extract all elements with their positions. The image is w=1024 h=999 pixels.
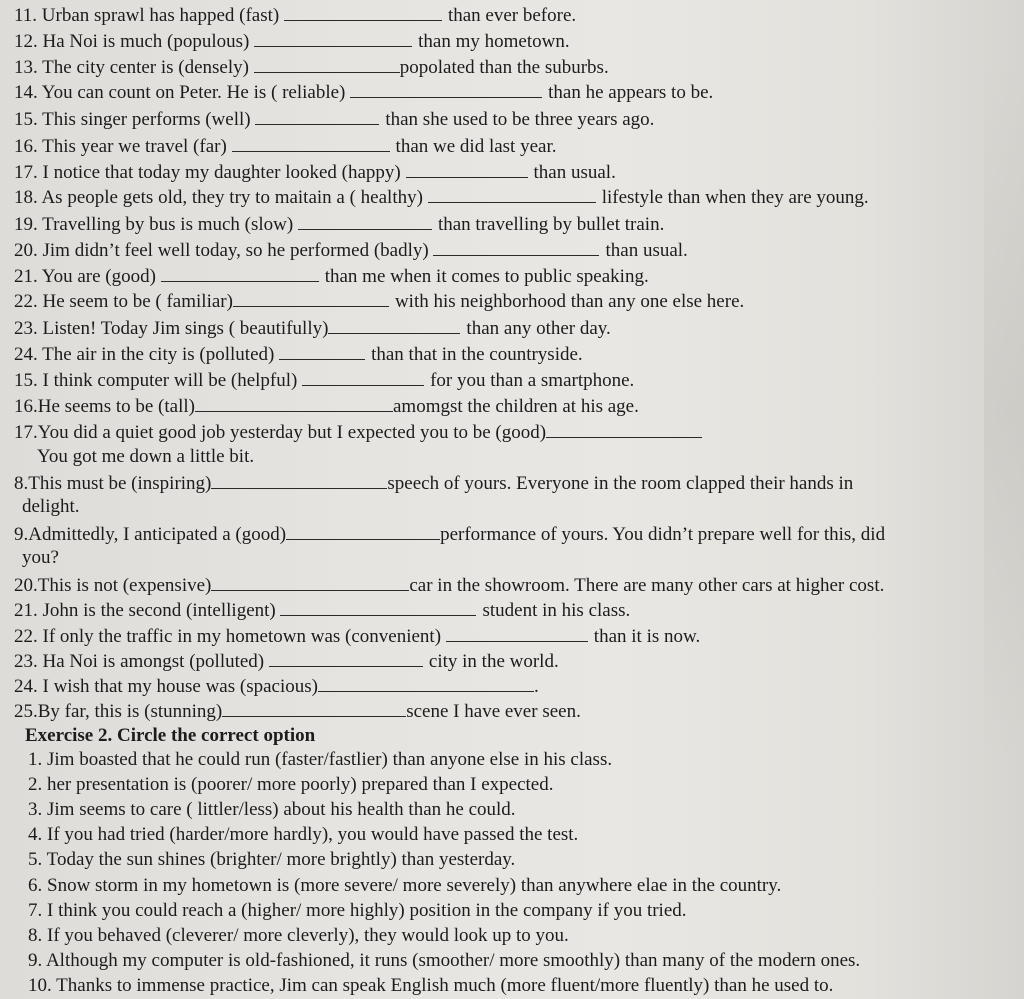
item-text-after: city in the world. <box>428 651 559 672</box>
item-text-after: than she used to be three years ago. <box>385 109 655 130</box>
answer-blank[interactable] <box>280 598 476 616</box>
answer-blank[interactable] <box>328 316 460 334</box>
ex1-line <box>14 160 616 184</box>
answer-blank[interactable] <box>233 289 389 307</box>
exercise-2-title: Exercise 2. Circle the correct option <box>25 725 316 746</box>
item-number: 20. <box>14 240 43 261</box>
item-number: 22. <box>14 626 43 647</box>
item-text: This year we travel (far) <box>42 136 232 157</box>
item-number: 5. <box>28 849 47 870</box>
item-text: You can count on Peter. He is ( reliable) <box>41 82 351 103</box>
item-text: Ha Noi is much (populous) <box>42 31 255 52</box>
answer-blank[interactable] <box>350 80 542 98</box>
item-text: The air in the city is (polluted) <box>42 344 280 365</box>
item-text-after: than he appears to be. <box>548 82 714 103</box>
ex1-line <box>14 522 885 546</box>
item-number: 2. <box>28 774 47 795</box>
item-text-after: for you than a smartphone. <box>430 370 635 391</box>
item-text: Travelling by bus is much (slow) <box>42 214 298 235</box>
item-number: 21. <box>14 600 43 621</box>
item-text: He seem to be ( familiar) <box>42 291 233 312</box>
item-text: Jim boasted that he could run (faster/fastlier) than anyone else in his class. <box>47 749 613 770</box>
ex2-line <box>28 774 553 798</box>
answer-blank[interactable] <box>211 573 409 591</box>
item-text: John is the second (intelligent) <box>42 600 281 621</box>
item-number: 23. <box>14 651 43 672</box>
item-text: The city center is (densely) <box>42 57 254 78</box>
item-text: This must be (inspiring) <box>28 473 212 494</box>
answer-blank[interactable] <box>254 55 400 73</box>
item-text: This singer performs (well) <box>42 109 256 130</box>
answer-blank[interactable] <box>298 212 432 230</box>
item-number: 7. <box>28 900 47 921</box>
item-text-after: than usual. <box>533 162 616 183</box>
answer-blank[interactable] <box>211 471 387 489</box>
item-number: 19. <box>14 214 43 235</box>
item-number: 24. <box>14 344 43 365</box>
item-number: 20. <box>14 575 38 596</box>
item-text: Although my computer is old-fashioned, it runs (smoother/ more smoothly) than many of the modern ones. <box>45 950 861 971</box>
item-text: I wish that my house was (spacious) <box>42 676 318 697</box>
answer-blank[interactable] <box>232 134 390 152</box>
item-text: If only the traffic in my hometown was (convenient) <box>42 626 446 647</box>
item-text: Jim didn’t feel well today, so he performed (badly) <box>42 240 434 261</box>
answer-blank[interactable] <box>406 160 528 178</box>
ex1-line <box>14 342 583 366</box>
item-text-after: than usual. <box>605 240 688 261</box>
ex1-line <box>14 420 702 444</box>
item-number: 3. <box>28 799 47 820</box>
ex2-line <box>28 849 515 873</box>
item-text-after: speech of yours. Everyone in the room clapped their hands in <box>387 473 854 494</box>
item-text: Urban sprawl has happed (fast) <box>41 5 284 26</box>
item-text: delight. <box>22 496 80 517</box>
item-number: 16. <box>14 396 38 417</box>
ex1-line <box>14 107 654 131</box>
item-text: If you had tried (harder/more hardly), you would have passed the test. <box>47 824 579 845</box>
ex1-line <box>14 316 611 340</box>
ex1-line <box>14 289 744 313</box>
item-text: you? <box>22 547 59 568</box>
item-number: 23. <box>14 318 43 339</box>
item-text-after: than that in the countryside. <box>371 344 583 365</box>
ex2-line <box>28 950 860 974</box>
item-number: 18. <box>14 187 42 208</box>
item-text-after: than travelling by bullet train. <box>437 214 665 235</box>
item-number: 15. <box>14 370 43 391</box>
ex1-line <box>14 212 664 236</box>
item-number: 16. <box>14 136 43 157</box>
ex1-line <box>22 547 59 571</box>
answer-blank[interactable] <box>161 264 319 282</box>
item-text: Listen! Today Jim sings ( beautifully) <box>42 318 329 339</box>
item-text: Ha Noi is amongst (polluted) <box>42 651 269 672</box>
ex1-line <box>14 674 539 698</box>
item-number: 9. <box>14 524 29 545</box>
item-text: You got me down a little bit. <box>37 446 255 467</box>
ex1-line <box>14 598 630 622</box>
item-number: 13. <box>14 57 43 78</box>
item-number: 24. <box>14 676 43 697</box>
item-text: Jim seems to care ( littler/less) about his health than he could. <box>47 799 516 820</box>
item-text: Snow storm in my hometown is (more severe/ more severely) than anywhere elae in the country. <box>47 875 782 896</box>
answer-blank[interactable] <box>428 185 596 203</box>
item-number: 17. <box>14 422 38 443</box>
item-text-after: student in his class. <box>482 600 631 621</box>
ex1-line <box>14 238 688 262</box>
ex1-line <box>14 394 639 418</box>
item-number: 8. <box>28 925 47 946</box>
item-text-after: . <box>533 676 539 697</box>
ex1-line <box>14 185 869 209</box>
item-text: He seems to be (tall) <box>37 396 195 417</box>
item-text: I think you could reach a (higher/ more highly) position in the company if you tried. <box>47 900 687 921</box>
ex1-line <box>14 134 556 158</box>
item-number: 1. <box>28 749 47 770</box>
answer-blank[interactable] <box>284 3 442 21</box>
item-text: This is not (expensive) <box>37 575 212 596</box>
ex2-line <box>28 900 687 924</box>
item-text: By far, this is (stunning) <box>37 701 223 722</box>
ex2-line <box>28 925 569 949</box>
answer-blank[interactable] <box>433 238 599 256</box>
item-number: 17. <box>14 162 43 183</box>
item-text: Thanks to immense practice, Jim can speak English much (more fluent/more fluently) than he used to. <box>56 975 834 996</box>
ex1-line <box>22 496 80 520</box>
item-number: 25. <box>14 701 38 722</box>
ex1-line <box>14 699 581 723</box>
item-text: I think computer will be (helpful) <box>42 370 303 391</box>
answer-blank[interactable] <box>302 368 424 386</box>
ex1-line <box>37 446 254 470</box>
ex1-line <box>14 3 576 27</box>
item-text: her presentation is (poorer/ more poorly) prepared than I expected. <box>47 774 554 795</box>
item-text-after: amomgst the children at his age. <box>392 396 639 417</box>
item-number: 21. <box>14 266 42 287</box>
item-text: If you behaved (cleverer/ more cleverly), they would look up to you. <box>47 925 569 946</box>
answer-blank[interactable] <box>318 674 534 692</box>
ex2-line <box>28 875 781 899</box>
ex1-line <box>14 573 884 597</box>
ex1-line <box>14 649 559 673</box>
ex1-line <box>14 80 713 104</box>
ex1-line <box>14 29 570 53</box>
item-number: 15. <box>14 109 43 130</box>
answer-blank[interactable] <box>446 624 588 642</box>
item-text: As people gets old, they try to maitain a ( healthy) <box>41 187 428 208</box>
item-number: 22. <box>14 291 43 312</box>
answer-blank[interactable] <box>222 699 406 717</box>
item-text-after: than ever before. <box>447 5 577 26</box>
item-text: Today the sun shines (brighter/ more brightly) than yesterday. <box>46 849 516 870</box>
item-number: 4. <box>28 824 47 845</box>
answer-blank[interactable] <box>255 107 379 125</box>
item-text-after: than it is now. <box>593 626 701 647</box>
ex2-line <box>28 824 578 848</box>
item-text-after: car in the showroom. There are many other cars at higher cost. <box>409 575 885 596</box>
item-text-after: lifestyle than when they are young. <box>601 187 869 208</box>
answer-blank[interactable] <box>279 342 365 360</box>
item-text: You are (good) <box>41 266 161 287</box>
item-number: 11. <box>14 5 42 26</box>
ex1-line <box>14 471 853 495</box>
item-text-after: than my hometown. <box>418 31 570 52</box>
ex2-line <box>28 975 833 999</box>
answer-blank[interactable] <box>269 649 423 667</box>
item-text-after: than me when it comes to public speaking. <box>324 266 649 287</box>
item-number: 10. <box>28 975 57 996</box>
answer-blank[interactable] <box>546 420 702 438</box>
item-text-after: scene I have ever seen. <box>406 701 581 722</box>
item-number: 6. <box>28 875 47 896</box>
item-text-after: performance of yours. You didn’t prepare well for this, did <box>440 524 886 545</box>
ex1-line <box>14 368 634 392</box>
item-number: 14. <box>14 82 42 103</box>
item-text: You did a quiet good job yesterday but I expected you to be (good) <box>37 422 547 443</box>
item-text-after: with his neighborhood than any one else here. <box>394 291 745 312</box>
ex1-line <box>14 624 700 648</box>
item-text-after: than any other day. <box>466 318 611 339</box>
item-number: 12. <box>14 31 43 52</box>
ex1-line <box>14 55 609 79</box>
answer-blank[interactable] <box>286 522 440 540</box>
ex1-line <box>14 264 649 288</box>
item-text-after: than we did last year. <box>395 136 557 157</box>
ex2-line <box>28 749 612 773</box>
item-number: 8. <box>14 473 29 494</box>
bleed-through-shadow <box>984 60 1024 760</box>
answer-blank[interactable] <box>254 29 412 47</box>
item-text: Admittedly, I anticipated a (good) <box>28 524 287 545</box>
item-text: I notice that today my daughter looked (happy) <box>42 162 406 183</box>
item-number: 9. <box>28 950 46 971</box>
ex2-line <box>28 799 516 823</box>
item-text-after: popolated than the suburbs. <box>399 57 609 78</box>
answer-blank[interactable] <box>195 394 393 412</box>
